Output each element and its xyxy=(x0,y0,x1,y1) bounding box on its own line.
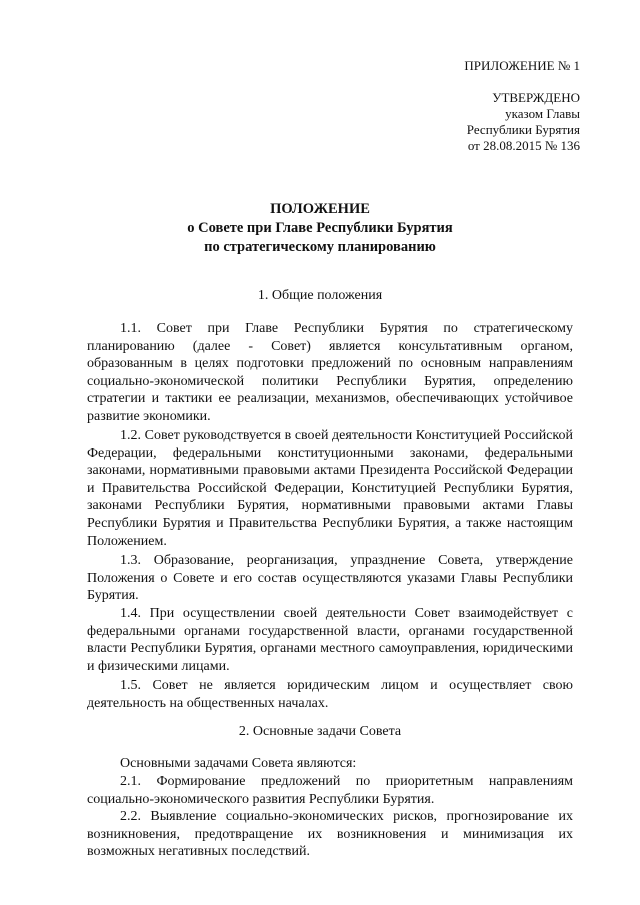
paragraph-2-2: 2.2. Выявление социально-экономических рисков, прогнозирование их возникновения, предотвращение их возникновения и минимизация их возможных негативных последствий. xyxy=(87,809,573,860)
approval-block xyxy=(467,90,580,154)
paragraph-1-1: 1.1. Совет при Главе Республики Бурятия по стратегическому планированию (далее - Совет) является консультативным органом, образованным в целях подготовки предложений по основным направлениям социально-экономической политики Республики Бурятия, определению стратегии и тактики ее реализации, механизмов, обеспечивающих устойчивое развитие экономики. xyxy=(87,321,573,424)
paragraph-2-1: 2.1. Формирование предложений по приоритетным направлениям социально-экономического развития Республики Бурятия. xyxy=(87,774,573,807)
paragraph-1-5: 1.5. Совет не является юридическим лицом и осуществляет свою деятельность на общественных началах. xyxy=(87,678,573,711)
paragraph-1-2: 1.2. Совет руководствуется в своей деятельности Конституцией Российской Федерации, федеральными конституционными законами, федеральными законами, нормативными правовыми актами Президента Российской Федерации и Правительства Российской Федерации, Конституцией Республики Бурятия, законами Республики Бурятия, нормативными правовыми актами Главы Республики Бурятия и Правительства Республики Бурятия, а также настоящим Положением. xyxy=(87,428,573,549)
decree-label: указом Главы xyxy=(505,106,580,121)
title-line-3: по стратегическому планированию xyxy=(204,239,436,255)
title-line-2: о Совете при Главе Республики Бурятия xyxy=(187,220,453,236)
appendix-label: ПРИЛОЖЕНИЕ № 1 xyxy=(464,58,580,73)
paragraph-1-4: 1.4. При осуществлении своей деятельности Совет взаимодействует с федеральными органами государственной власти, органами государственной власти Республики Бурятия, органами местного самоуправления, юридическими и физическими лицами. xyxy=(87,606,573,674)
approved-label: УТВЕРЖДЕНО xyxy=(492,90,580,105)
document-title xyxy=(0,200,640,257)
section-2-heading: 2. Основные задачи Совета xyxy=(238,724,402,739)
date-number-label: от 28.08.2015 № 136 xyxy=(467,138,580,153)
republic-label: Республики Бурятия xyxy=(466,122,580,137)
section-1-heading: 1. Общие положения xyxy=(257,288,383,303)
paragraph-1-3: 1.3. Образование, реорганизация, упразднение Совета, утверждение Положения о Совете и его состав осуществляются указами Главы Республики Бурятия. xyxy=(87,553,573,604)
section-2-intro: Основными задачами Совета являются: xyxy=(120,756,357,771)
title-line-1: ПОЛОЖЕНИЕ xyxy=(270,201,370,217)
